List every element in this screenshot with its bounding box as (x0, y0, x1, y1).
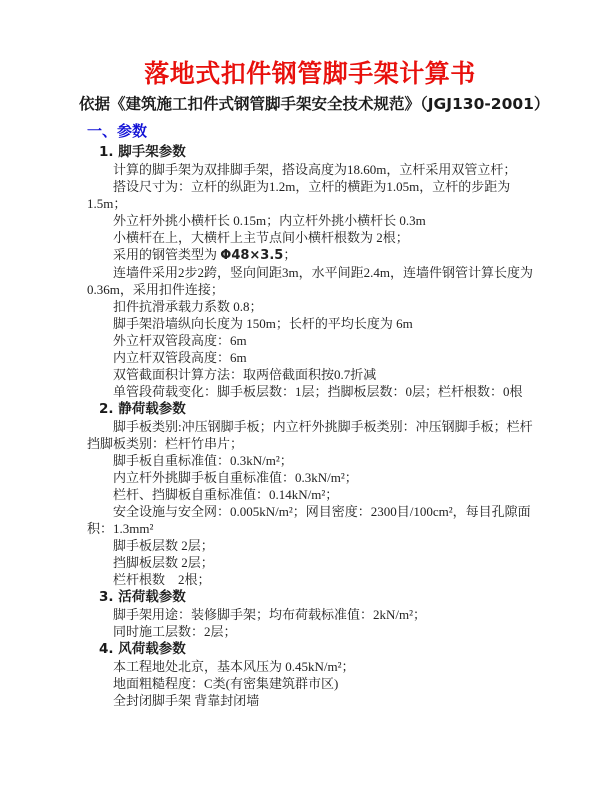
paragraph: 脚手架用途：装修脚手架；均布荷载标准值：2kN/m²； (113, 607, 427, 622)
bold-text: Φ48×3.5 (220, 248, 284, 263)
paragraph: 栏杆、挡脚板自重标准值：0.14kN/m²； (113, 487, 339, 502)
paragraph: 栏杆根数 2根； (113, 572, 211, 587)
paragraph: 本工程地处北京，基本风压为 0.45kN/m²； (113, 659, 355, 674)
paragraph: 脚手架沿墙纵向长度为 150m；长杆的平均长度为 6m (113, 316, 413, 331)
paragraph: 小横杆在上，大横杆上主节点间小横杆根数为 2根； (113, 230, 409, 245)
paragraph: 内立杆外挑脚手板自重标准值：0.3kN/m²； (113, 470, 358, 485)
paragraph: 全封闭脚手架 背靠封闭墙 (113, 693, 260, 708)
document-content (87, 143, 533, 709)
paragraph: 地面粗糙程度：C类(有密集建筑群市区) (113, 676, 339, 691)
paragraph: 扣件抗滑承载力系数 0.8； (113, 299, 263, 314)
paragraph: 同时施工层数：2层； (113, 624, 237, 639)
paragraph: 搭设尺寸为：立杆的纵距为1.2m，立杆的横距为1.05m，立杆的步距为1.5m； (87, 179, 511, 211)
paragraph: 外立杆外挑小横杆长 0.15m；内立杆外挑小横杆长 0.3m (113, 213, 426, 228)
paragraph: 脚手板自重标准值：0.3kN/m²； (113, 453, 293, 468)
paragraph: 脚手板层数 2层； (113, 538, 214, 553)
text: ； (283, 247, 297, 262)
paragraph: 单管段荷载变化：脚手板层数：1层；挡脚板层数：0层；栏杆根数：0根 (113, 384, 523, 399)
paragraph: 脚手板类别:冲压钢脚手板；内立杆外挑脚手板类别：冲压钢脚手板；栏杆挡脚板类别：栏杆竹串片； (87, 419, 533, 451)
paragraph: 双管截面积计算方法：取两倍截面积按0.7折减 (113, 367, 377, 382)
section-heading-parameters: 一、参数 (87, 122, 148, 140)
document-title: 落地式扣件钢管脚手架计算书 (144, 59, 476, 88)
document-subtitle: 依据《建筑施工扣件式钢管脚手架安全技术规范》（JGJ130-2001） (79, 95, 550, 113)
paragraph: 安全设施与安全网：0.005kN/m²；网目密度：2300目/100cm²，每目孔隙面积：1.3mm² (87, 504, 531, 536)
subsection-heading: 2. 静荷载参数 (99, 401, 186, 417)
subsection-heading: 3. 活荷载参数 (99, 589, 186, 605)
text: 采用的钢管类型为 (113, 247, 221, 262)
paragraph: 挡脚板层数 2层； (113, 555, 214, 570)
subsection-heading: 1. 脚手架参数 (99, 144, 186, 160)
paragraph: 外立杆双管段高度：6m (113, 333, 247, 348)
subsection-heading: 4. 风荷载参数 (99, 641, 186, 657)
paragraph: 计算的脚手架为双排脚手架，搭设高度为18.60m，立杆采用双管立杆； (113, 162, 517, 177)
paragraph (87, 246, 533, 264)
paragraph: 连墙件采用2步2跨，竖向间距3m，水平间距2.4m，连墙件钢管计算长度为0.36m，采用扣件连接； (87, 265, 533, 297)
paragraph: 内立杆双管段高度：6m (113, 350, 247, 365)
